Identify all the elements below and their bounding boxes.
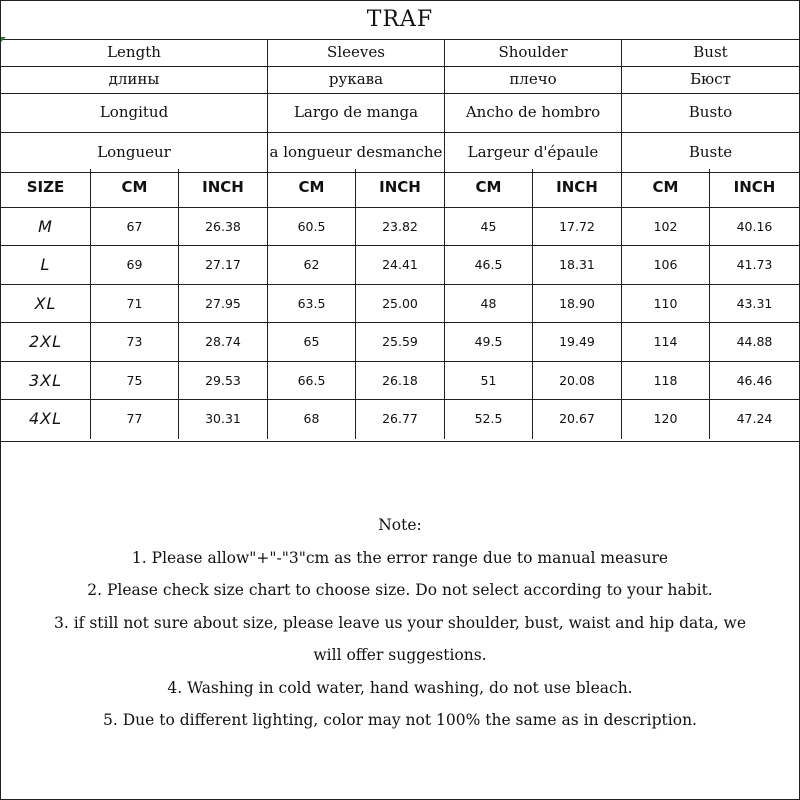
size-table [1, 169, 799, 439]
name-sleeves: a longueur desmanche [268, 133, 445, 172]
name-length: Length [1, 39, 268, 66]
name-shoulder: Ancho de hombro [445, 94, 622, 132]
sleeves-cm: 65 [268, 323, 356, 361]
length-cm: 75 [91, 362, 179, 400]
note-item: 4. Washing in cold water, hand washing, do not use bleach. [167, 678, 633, 697]
sleeves-inch: 26.77 [356, 400, 445, 439]
shoulder-cm: 45 [445, 208, 533, 246]
sleeves-cm: 62 [268, 246, 356, 284]
notes-section [1, 509, 799, 737]
shoulder-cm: 51 [445, 362, 533, 400]
names-row-french [1, 133, 799, 173]
header-inch: INCH [733, 178, 776, 196]
name-bust: Бюст [690, 70, 731, 88]
bust-cm: 118 [622, 362, 710, 400]
brand-title: TRAF [1, 1, 799, 40]
sleeves-cm: 68 [268, 400, 356, 439]
name-bust: Bust [693, 43, 728, 61]
sleeves-inch: 26.18 [356, 362, 445, 400]
names-row-russian [1, 67, 799, 94]
names-row-spanish [1, 94, 799, 133]
length-inch: 28.74 [179, 323, 268, 361]
length-cm: 73 [91, 323, 179, 361]
bust-cm: 110 [622, 285, 710, 323]
bust-inch: 47.24 [736, 411, 773, 426]
size-label: 2XL [1, 323, 91, 361]
size-label: 3XL [1, 362, 91, 400]
bust-cm: 102 [622, 208, 710, 246]
name-bust: Buste [688, 143, 733, 161]
bust-inch: 43.31 [736, 295, 773, 311]
bust-cm: 106 [622, 246, 710, 284]
header-size: SIZE [1, 169, 91, 207]
length-cm: 67 [91, 208, 179, 246]
bust-cm: 120 [622, 400, 710, 439]
sleeves-inch: 25.00 [356, 285, 445, 323]
sleeves-cm: 60.5 [268, 208, 356, 246]
bust-inch: 40.16 [736, 218, 773, 234]
shoulder-inch: 20.67 [533, 400, 622, 439]
sleeves-cm: 63.5 [268, 285, 356, 323]
name-bust: Busto [688, 103, 733, 121]
header-cm: CM [622, 169, 710, 207]
bust-inch: 41.73 [736, 257, 773, 272]
sleeves-cm: 66.5 [268, 362, 356, 400]
header-inch: INCH [356, 169, 445, 207]
name-shoulder: Largeur d'épaule [445, 133, 622, 172]
name-shoulder: плечо [445, 67, 622, 93]
shoulder-inch: 20.08 [533, 362, 622, 400]
length-inch: 26.38 [179, 208, 268, 246]
note-item: will offer suggestions. [313, 646, 487, 664]
header-cm: CM [445, 169, 533, 207]
length-inch: 29.53 [179, 362, 268, 400]
sleeves-inch: 24.41 [356, 246, 445, 284]
size-label: 4XL [1, 400, 91, 439]
table-bottom-border [1, 441, 799, 442]
name-length: Longueur [1, 133, 268, 172]
header-inch: INCH [533, 169, 622, 207]
note-item: 5. Due to different lighting, color may not 100% the same as in description. [103, 711, 697, 729]
name-length: Longitud [1, 94, 268, 132]
note-item: 2. Please check size chart to choose size. Do not select according to your habit. [87, 581, 713, 599]
table-row [1, 246, 799, 285]
length-inch: 27.17 [179, 246, 268, 284]
length-inch: 30.31 [179, 400, 268, 439]
name-shoulder: Shoulder [445, 39, 622, 66]
header-cm: CM [91, 169, 179, 207]
table-header-row [1, 169, 799, 208]
length-cm: 69 [91, 246, 179, 284]
table-row [1, 400, 799, 439]
header-cm: CM [268, 169, 356, 207]
name-length: длины [1, 67, 268, 93]
size-label: XL [1, 285, 91, 323]
names-row-english [1, 39, 799, 67]
sleeves-inch: 25.59 [356, 323, 445, 361]
table-row [1, 362, 799, 401]
shoulder-inch: 17.72 [533, 208, 622, 246]
shoulder-cm: 46.5 [445, 246, 533, 284]
name-sleeves: рукава [268, 67, 445, 93]
name-sleeves: Sleeves [268, 39, 445, 66]
bust-inch: 46.46 [736, 372, 773, 388]
note-item: 3. if still not sure about size, please leave us your shoulder, bust, waist and hip data, we [54, 613, 746, 632]
length-inch: 27.95 [179, 285, 268, 323]
header-inch: INCH [179, 169, 268, 207]
measurement-names [1, 39, 799, 173]
table-row [1, 285, 799, 324]
shoulder-cm: 49.5 [445, 323, 533, 361]
length-cm: 77 [91, 400, 179, 439]
shoulder-cm: 52.5 [445, 400, 533, 439]
shoulder-cm: 48 [445, 285, 533, 323]
bust-cm: 114 [622, 323, 710, 361]
shoulder-inch: 19.49 [533, 323, 622, 361]
bust-inch: 44.88 [736, 334, 773, 349]
size-label: L [1, 246, 91, 284]
length-cm: 71 [91, 285, 179, 323]
name-sleeves: Largo de manga [268, 94, 445, 132]
shoulder-inch: 18.31 [533, 246, 622, 284]
notes-title: Note: [378, 516, 422, 534]
shoulder-inch: 18.90 [533, 285, 622, 323]
size-label: M [1, 208, 91, 246]
table-row [1, 208, 799, 247]
sleeves-inch: 23.82 [356, 208, 445, 246]
note-item: 1. Please allow"+"-"3"cm as the error range due to manual measure [131, 548, 669, 567]
table-row [1, 323, 799, 362]
